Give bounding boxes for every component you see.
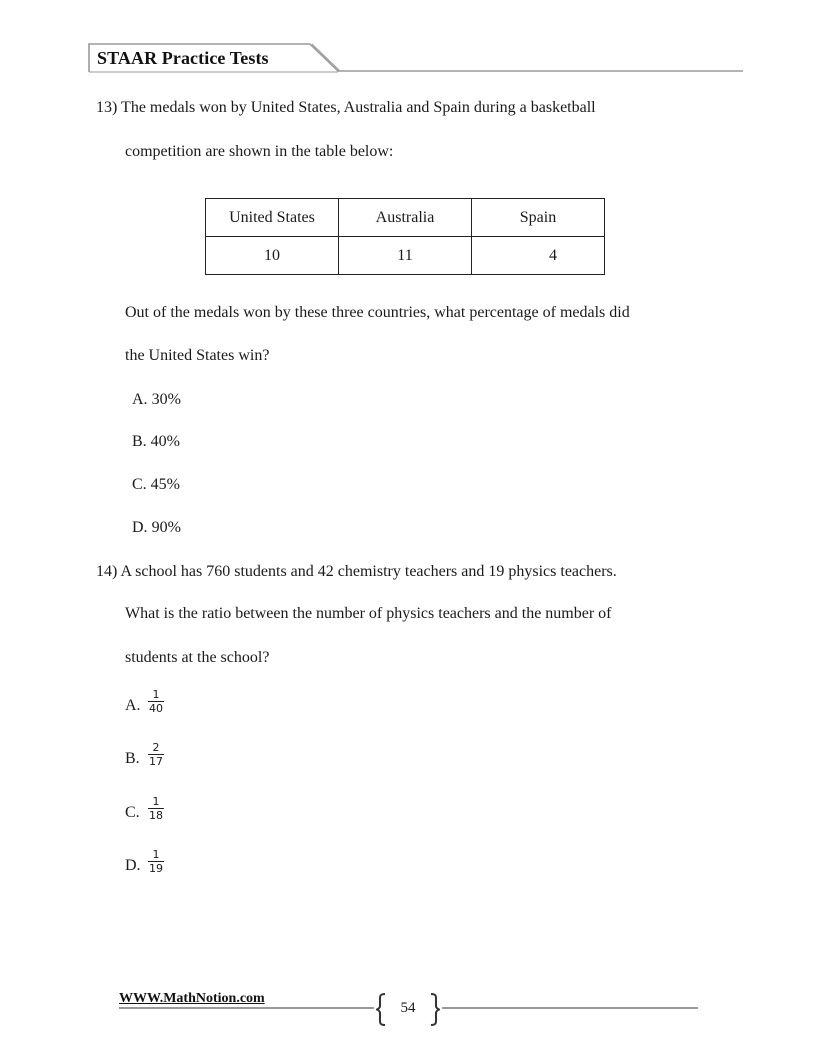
header-title: STAAR Practice Tests	[97, 48, 269, 68]
fraction-denominator: 19	[149, 862, 163, 875]
option-d[interactable]	[132, 518, 181, 538]
option-letter: A.	[125, 697, 141, 714]
table-cell: 11	[339, 237, 472, 275]
fraction-numerator: 1	[148, 848, 164, 862]
fraction	[148, 795, 164, 822]
question-14-number: 14)	[96, 563, 118, 580]
fraction	[148, 741, 164, 768]
question-13-text-1: The medals won by United States, Australia and Spain during a basketball	[121, 99, 596, 116]
question-14-line2: What is the ratio between the number of physics teachers and the number of	[125, 605, 612, 622]
question-13-line1	[96, 98, 596, 118]
fraction-denominator: 18	[149, 809, 163, 822]
option-letter: B.	[132, 433, 147, 450]
table-header-cell: Spain	[472, 199, 605, 237]
fraction-denominator: 40	[149, 702, 163, 715]
option-text: 45%	[150, 476, 180, 493]
page-header	[88, 43, 744, 73]
option-c[interactable]	[132, 475, 180, 495]
table-cell: 4	[472, 237, 605, 275]
table-header-row	[206, 199, 605, 237]
question-13-line2: competition are shown in the table below:	[125, 143, 394, 160]
option-letter: D.	[132, 519, 148, 536]
medal-table	[205, 198, 605, 275]
footer-site-link[interactable]: WWW.MathNotion.com	[119, 991, 265, 1006]
fraction-numerator: 2	[148, 741, 164, 755]
question-13-number: 13)	[96, 99, 118, 116]
fraction-numerator: 1	[148, 795, 164, 809]
question-14-line3: students at the school?	[125, 649, 270, 666]
table-header-cell: Australia	[339, 199, 472, 237]
question-14-text-1: A school has 760 students and 42 chemistry teachers and 19 physics teachers.	[120, 563, 617, 580]
option-a[interactable]	[132, 390, 181, 410]
option-b[interactable]	[132, 432, 180, 452]
page-number: 54	[400, 1000, 416, 1016]
table-row	[206, 237, 605, 275]
option-text: 90%	[151, 519, 181, 536]
question-14-line1	[96, 562, 617, 582]
table-cell: 10	[206, 237, 339, 275]
option-letter: A.	[132, 391, 148, 408]
footer-divider-left	[119, 1007, 374, 1009]
option-letter: C.	[125, 804, 140, 821]
fraction	[148, 848, 164, 875]
question-13-prompt-2: the United States win?	[125, 347, 270, 364]
page-number-box	[376, 993, 440, 1026]
option-text: 30%	[151, 391, 181, 408]
table-header-cell: United States	[206, 199, 339, 237]
fraction-numerator: 1	[148, 688, 164, 702]
option-letter: D.	[125, 857, 141, 874]
footer-divider-right	[442, 1007, 698, 1009]
question-13-prompt-1: Out of the medals won by these three countries, what percentage of medals did	[125, 304, 630, 321]
option-text: 40%	[150, 433, 180, 450]
fraction	[148, 688, 164, 715]
option-letter: C.	[132, 476, 147, 493]
option-letter: B.	[125, 750, 140, 767]
fraction-denominator: 17	[149, 755, 163, 768]
